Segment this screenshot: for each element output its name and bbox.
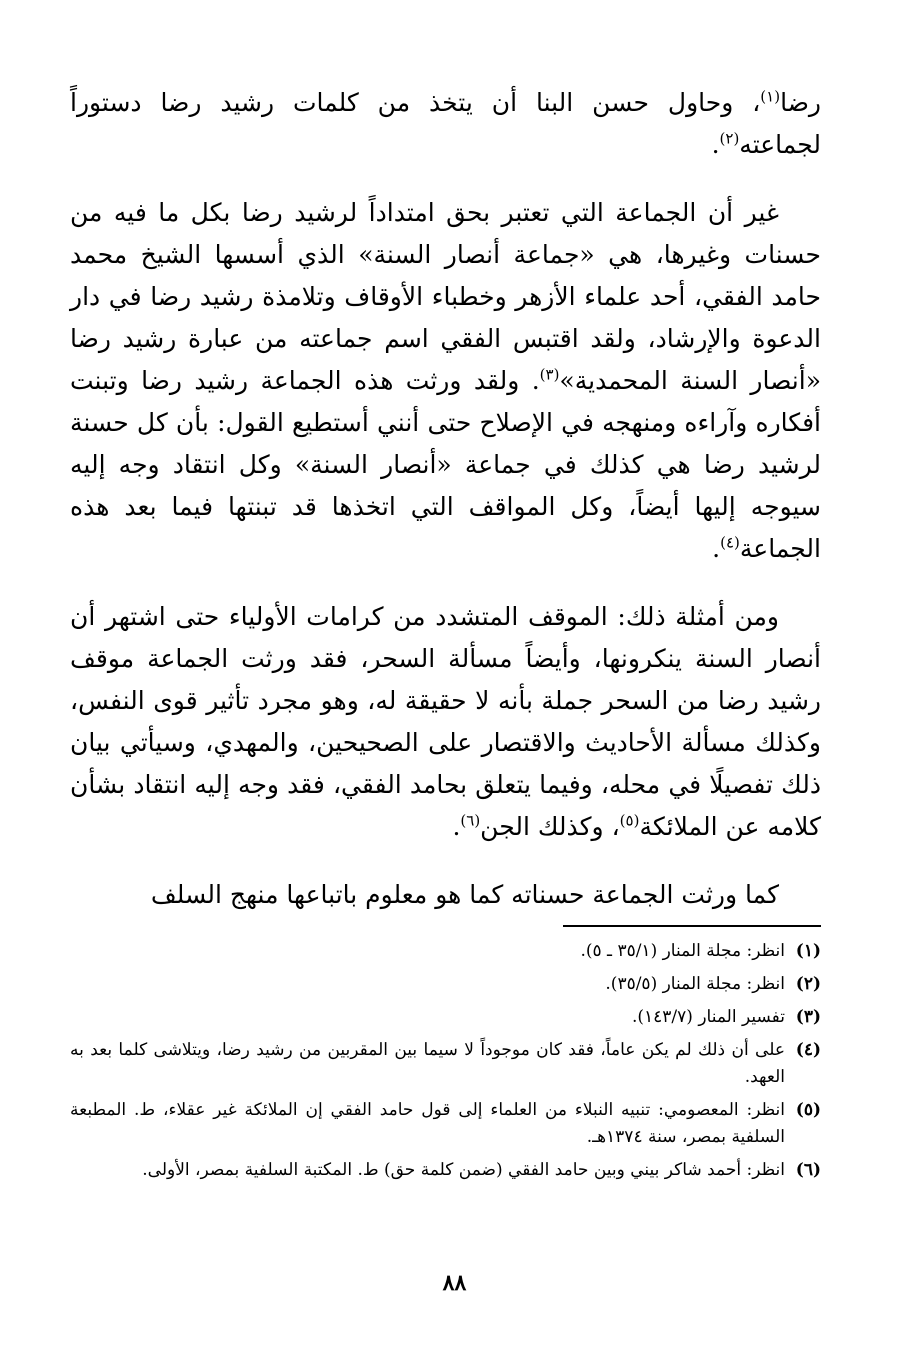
footnote-number: (٥) xyxy=(795,1100,821,1120)
paragraph-3 xyxy=(70,596,821,848)
text-run: ، وحاول حسن البنا أن يتخذ من كلمات رشيد رضا دستوراً لجماعته xyxy=(70,88,821,159)
footnote-divider xyxy=(563,925,821,927)
main-text xyxy=(70,82,821,942)
paragraph-4 xyxy=(70,874,821,916)
text-run: . xyxy=(711,130,720,159)
footnote-2 xyxy=(70,971,821,998)
footnotes xyxy=(70,938,821,1190)
footnote-6 xyxy=(70,1157,821,1184)
footnote-ref: (٤) xyxy=(720,533,740,552)
footnote-number: (١) xyxy=(795,941,821,961)
footnote-number: (٤) xyxy=(795,1040,821,1060)
text-run: كما ورثت الجماعة حسناته كما هو معلوم باتباعها منهج السلف xyxy=(150,880,779,909)
footnote-ref: (١) xyxy=(760,87,781,106)
footnote-5 xyxy=(70,1097,821,1151)
footnote-ref: (٦) xyxy=(460,811,481,830)
footnote-text: انظر: أحمد شاكر بيني وبين حامد الفقي (ضمن كلمة حق) ط. المكتبة السلفية بمصر، الأولى. xyxy=(142,1160,785,1180)
text-run: . xyxy=(452,812,461,841)
footnote-number: (٣) xyxy=(795,1007,821,1027)
footnote-4 xyxy=(70,1037,821,1091)
paragraph-2 xyxy=(70,192,821,570)
text-run: . ولقد ورثت هذه الجماعة رشيد رضا وتبنت أفكاره وآراءه ومنهجه في الإصلاح حتى أنني أستطيع القول: بأن كل حسنة لرشيد رضا هي كذلك في جماعة «أنصار السنة» وكل انتقاد وجه إليه سيوجه إليها أيضاً، وكل المواقف التي اتخذها قد تبنتها فيما بعد هذه الجماعة xyxy=(70,366,821,563)
footnote-text: انظر: مجلة المنار (٣٥/١ ـ ٥). xyxy=(580,941,785,961)
footnote-ref: (٣) xyxy=(539,365,560,384)
footnote-number: (٢) xyxy=(795,974,821,994)
footnote-text: على أن ذلك لم يكن عاماً، فقد كان موجوداً لا سيما بين المقربين من رشيد رضا، ويتلاشى كلما بعد به العهد. xyxy=(70,1040,785,1087)
footnote-text: انظر: مجلة المنار (٣٥/٥). xyxy=(605,974,785,994)
footnote-number: (٦) xyxy=(795,1160,821,1180)
footnote-1 xyxy=(70,938,821,965)
page-number: ٨٨ xyxy=(442,1270,467,1296)
text-run: ، وكذلك الجن xyxy=(480,812,620,841)
text-run: ومن أمثلة ذلك: الموقف المتشدد من كرامات الأولياء حتى اشتهر أن أنصار السنة ينكرونها، وأيضاً مسألة السحر، فقد ورثت الجماعة موقف رشيد رضا من السحر جملة بأنه لا حقيقة له، وهو مجرد تأثير قوى النفس، وكذلك مسألة الأحاديث والاقتصار على الصحيحين، والمهدي، وسيأتي بيان ذلك تفصيلًا في محله، وفيما يتعلق بحامد الفقي، فقد وجه إليه انتقاد بشأن كلامه عن الملائكة xyxy=(70,602,821,841)
footnote-text: انظر: المعصومي: تنبيه النبلاء من العلماء إلى قول حامد الفقي إن الملائكة غير عقلاء، ط. المطبعة السلفية بمصر، سنة ١٣٧٤هـ. xyxy=(70,1100,785,1147)
footnote-ref: (٥) xyxy=(619,811,640,830)
paragraph-1 xyxy=(70,82,821,166)
text-run: غير أن الجماعة التي تعتبر بحق امتداداً لرشيد رضا بكل ما فيه من حسنات وغيرها، هي «جماعة أنصار السنة» الذي أسسها الشيخ محمد حامد الفقي، أحد علماء الأزهر وخطباء الأوقاف وتلامذة رشيد رضا في دار الدعوة والإرشاد، ولقد اقتبس الفقي اسم جماعته من عبارة رشيد رضا «أنصار السنة المحمدية» xyxy=(70,198,821,395)
footnote-3 xyxy=(70,1004,821,1031)
text-run: . xyxy=(712,534,721,563)
footnote-ref: (٢) xyxy=(719,129,740,148)
text-run: رضا xyxy=(780,88,821,117)
footnote-text: تفسير المنار (١٤٣/٧). xyxy=(631,1007,785,1027)
